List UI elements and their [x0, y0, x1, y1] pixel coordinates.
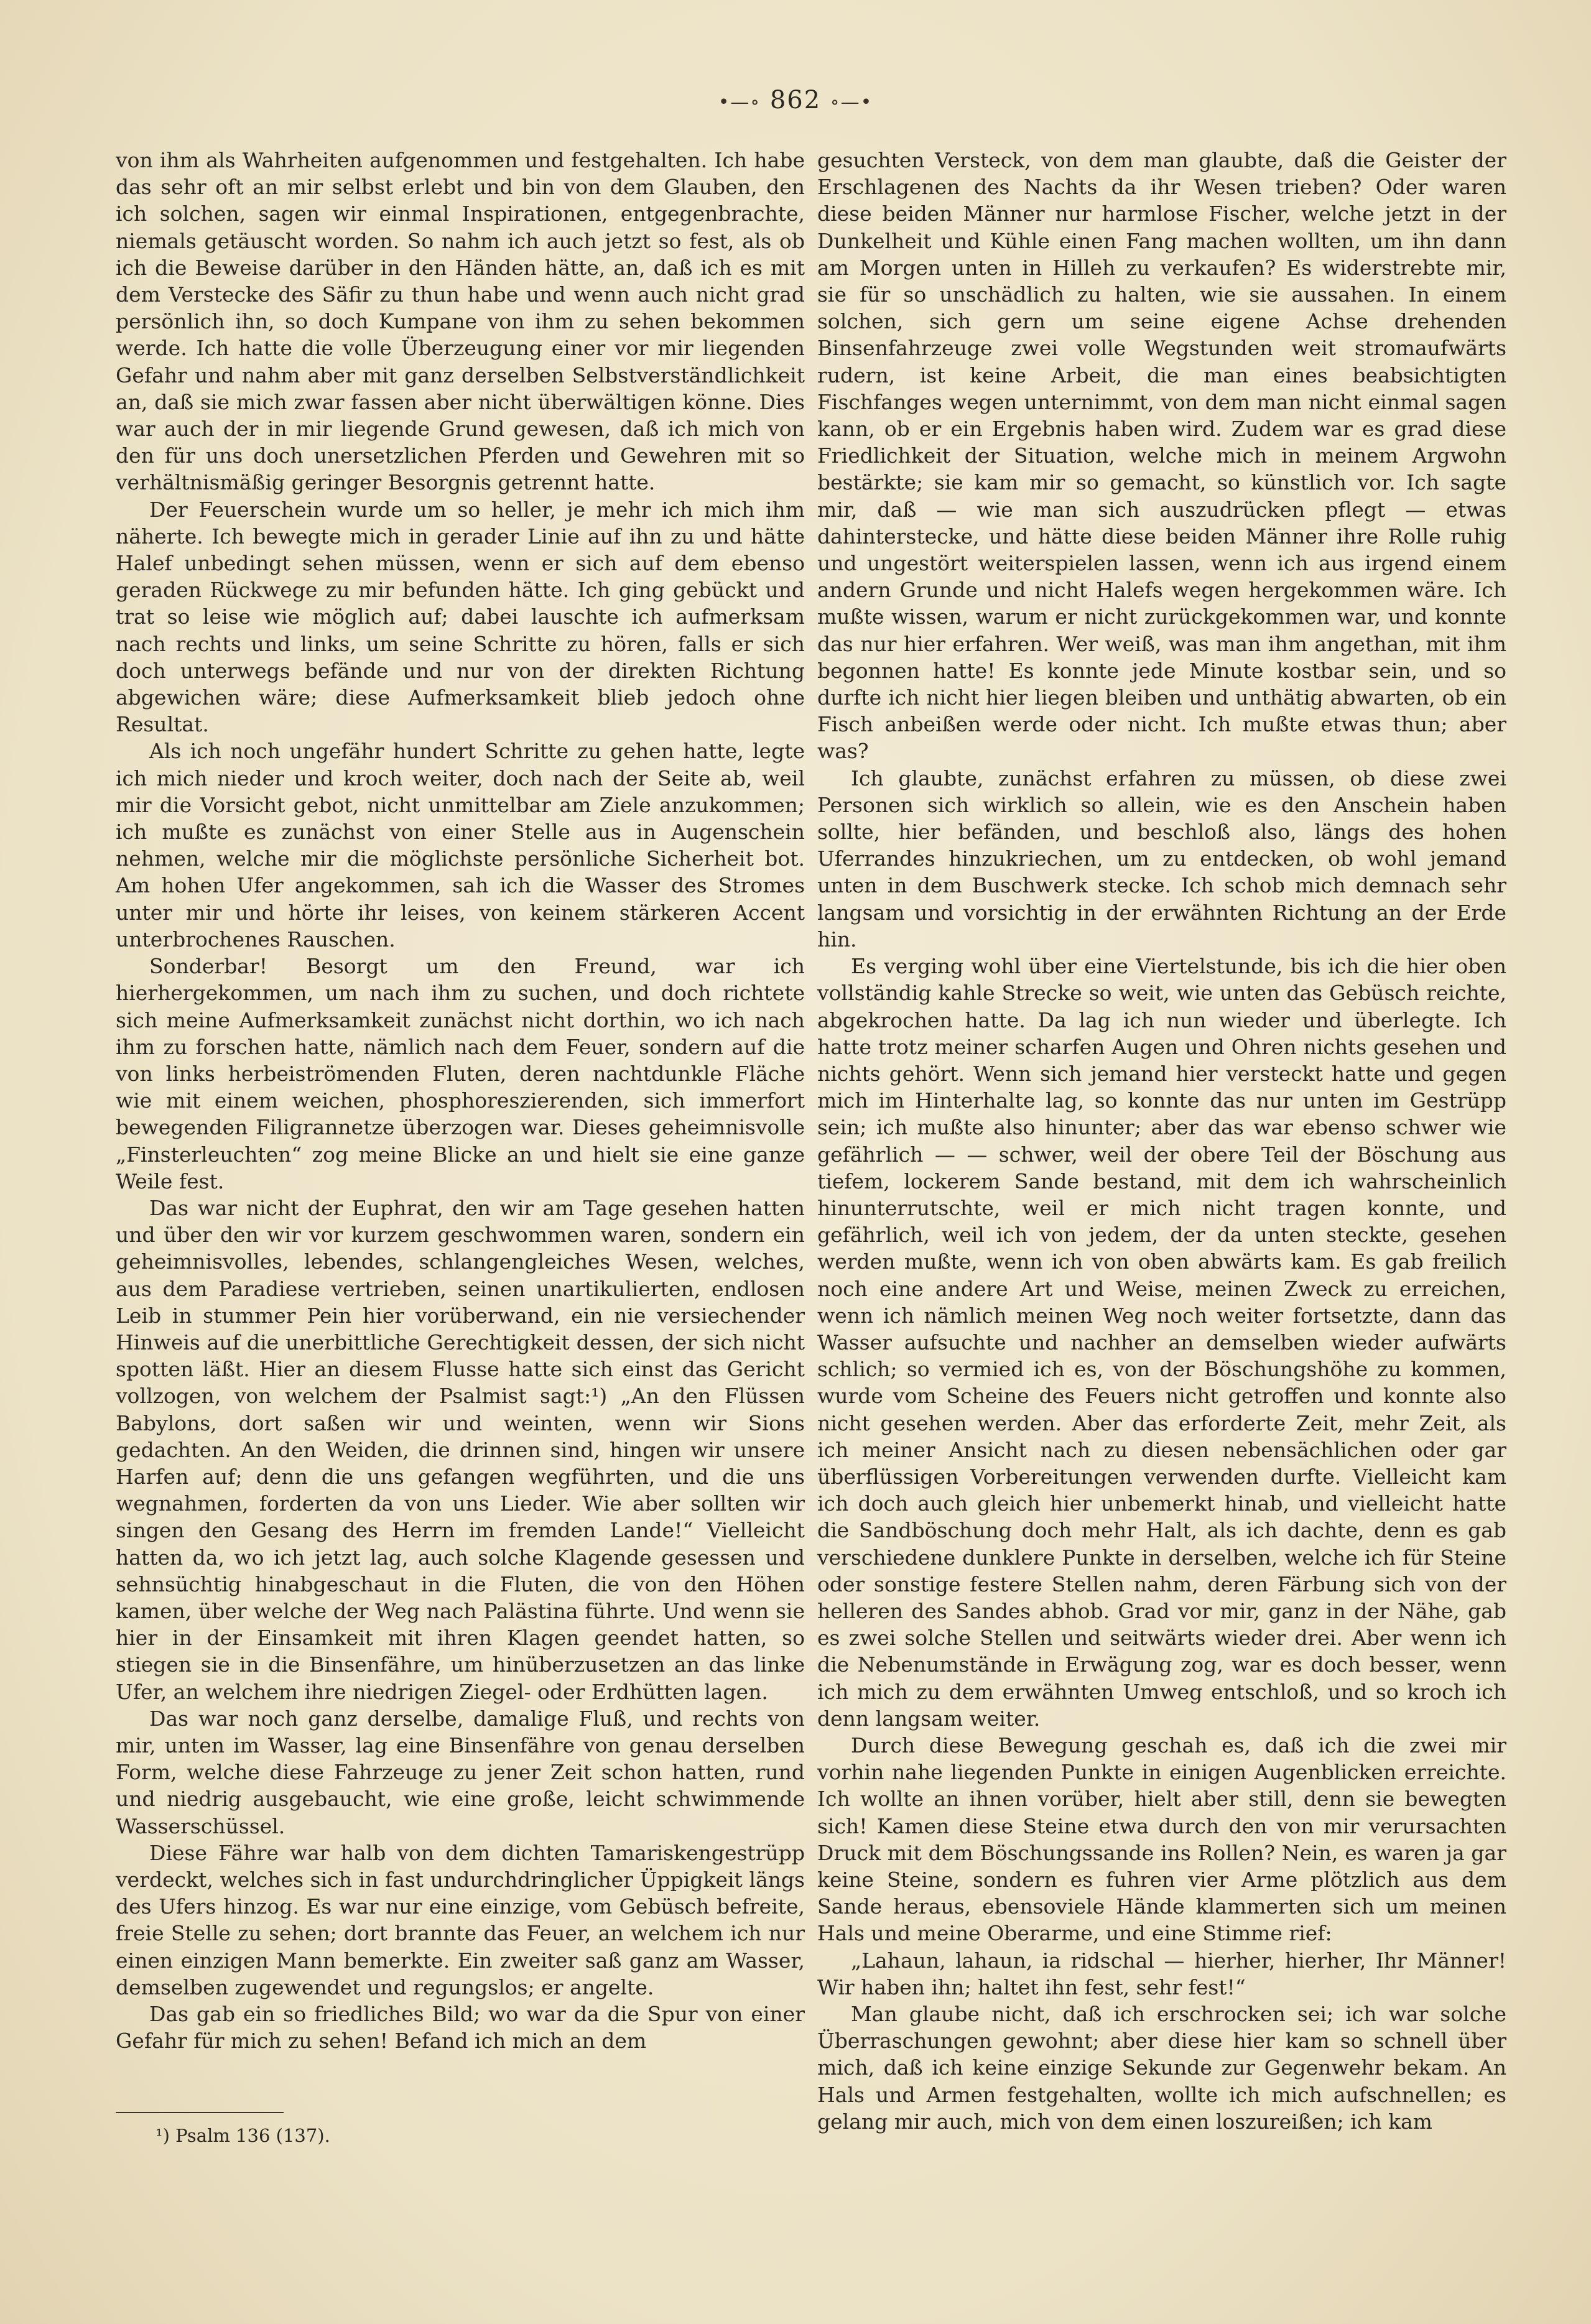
paragraph: Diese Fähre war halb von dem dichten Tamariskengestrüpp verdeckt, welches sich in fast undurchdringlicher Üppigkeit längs des Ufers hinzog. Es war nur eine einzige, vom Gebüsch befreite, freie Stelle zu sehen; dort brannte das Feuer, an welchem ich nur einen einzigen Mann bemerkte. Ein zweiter saß ganz am Wasser, demselben zugewendet und regungslos; er angelte. [116, 1840, 805, 1999]
right-column [817, 147, 1506, 2199]
paragraph: Ich glaubte, zunächst erfahren zu müssen, ob diese zwei Personen sich wirklich so allein, wie es den Anschein haben sollte, hier befänden, und beschloß also, längs des hohen Uferrandes hinzukriechen, um zu entdecken, ob wohl jemand unten in dem Buschwerk stecke. Ich schob mich demnach sehr langsam und vorsichtig in der erwähnten Richtung an der Erde hin. [817, 766, 1506, 951]
footnote-divider [116, 2112, 284, 2113]
paragraph: Das gab ein so friedliches Bild; wo war da die Spur von einer Gefahr für mich zu sehen! Befand ich mich an dem [116, 2002, 805, 2053]
paragraph: Es verging wohl über eine Viertelstunde, bis ich die hier oben vollständig kahle Strecke so weit, wie unten das Gebüsch reichte, abgekrochen hatte. Da lag ich nun wieder und überlegte. Ich hatte trotz meiner scharfen Augen und Ohren nichts gesehen und nichts gehört. Wenn sich jemand hier versteckt hatte und gegen mich im Hinterhalte lag, so konnte das nur unten im Gestrüpp sein; ich mußte also hinunter; aber das war ebenso schwer wie gefährlich — — schwer, weil der obere Teil der Böschung aus tiefem, lockerem Sande bestand, mit dem ich wahrscheinlich hinunterrutschte, weil er mich nicht tragen konnte, und gefährlich, weil ich von jedem, der da unten steckte, gesehen werden mußte, wenn ich von oben abwärts kam. Es gab freilich noch eine andere Art und Weise, meinen Zweck zu erreichen, wenn ich nämlich meinen Weg noch weiter fortsetzte, dann das Wasser aufsuchte und nachher an demselben wieder aufwärts schlich; so vermied ich es, von der Böschungshöhe zu kommen, wurde vom Scheine des Feuers nicht getroffen und konnte also nicht gesehen werden. Aber das erforderte Zeit, mehr Zeit, als ich meiner Ansicht nach zu diesen nebensächlichen oder gar überflüssigen Vorbereitungen verwenden durfte. Vielleicht kam ich doch auch gleich hier unbemerkt hinab, und vielleicht hatte die Sandböschung doch mehr Halt, als ich dachte, denn es gab verschiedene dunklere Punkte in derselben, welche ich für Steine oder sonstige festere Stellen nahm, deren Färbung sich von der helleren des Sandes abhob. Grad vor mir, ganz in der Nähe, gab es zwei solche Stellen und seitwärts wieder drei. Aber wenn ich die Nebenumstände in Erwägung zog, war es doch besser, wenn ich mich zu dem erwähnten Umweg entschloß, und so kroch ich denn langsam weiter. [817, 954, 1506, 1731]
paragraph: Man glaube nicht, daß ich erschrocken sei; ich war solche Überraschungen gewohnt; aber diese hier kam so schnell über mich, daß ich keine einzige Sekunde zur Gegenwehr bekam. An Hals und Armen festgehalten, wollte ich mich aufschnellen; es gelang mir auch, mich von dem einen loszureißen; ich kam [817, 2002, 1506, 2134]
paragraph: Das war noch ganz derselbe, damalige Fluß, und rechts von mir, unten im Wasser, lag eine Binsenfähre von genau derselben Form, welche diese Fahrzeuge zu jener Zeit schon hatten, rund und niedrig ausgebaucht, wie eine große, leicht schwimmende Wasserschüssel. [116, 1706, 805, 1838]
paragraph: gesuchten Versteck, von dem man glaubte, daß die Geister der Erschlagenen des Nachts da ihr Wesen trieben? Oder waren diese beiden Männer nur harmlose Fischer, welche jetzt in der Dunkelheit und Kühle einen Fang machen wollten, um ihn dann am Morgen unten in Hilleh zu verkaufen? Es widerstrebte mir, sie für so unschädlich zu halten, wie sie aussahen. In einem solchen, sich gern um seine eigene Achse drehenden Binsenfahrzeuge zwei volle Wegstunden weit stromaufwärts rudern, ist keine Arbeit, die man eines beabsichtigten Fischfanges wegen unternimmt, von dem man nicht einmal sagen kann, ob er ein Ergebnis haben wird. Zudem war es grad diese Friedlichkeit der Situation, welche mich in meinem Argwohn bestärkte; sie kam mir so gemacht, so künstlich vor. Ich sagte mir, daß — wie man sich auszudrücken pflegt — etwas dahinterstecke, und hätte diese beiden Männer ihre Rolle ruhig und ungestört weiterspielen lassen, wenn ich aus irgend einem andern Grunde und nicht Halefs wegen hergekommen wäre. Ich mußte wissen, warum er nicht zurückgekommen war, und konnte das nur hier erfahren. Wer weiß, was man ihm angethan, mit ihm begonnen hatte! Es konnte jede Minute kostbar sein, und so durfte ich nicht hier liegen bleiben und unthätig abwarten, ob ein Fisch anbeißen werde oder nicht. Ich mußte etwas thun; aber was? [817, 148, 1506, 764]
paragraph: Das war nicht der Euphrat, den wir am Tage gesehen hatten und über den wir vor kurzem geschwommen waren, sondern ein geheimnisvolles, lebendes, schlangengleiches Wesen, welches, aus dem Paradiese vertrieben, seinen unartikulierten, endlosen Leib in stummer Pein hier vorüberwand, ein nie versiechender Hinweis auf die unerbittliche Gerechtigkeit dessen, der sich nicht spotten läßt. Hier an diesem Flusse hatte sich einst das Gericht vollzogen, von welchem der Psalmist sagt:¹) „An den Flüssen Babylons, dort saßen wir und weinten, wenn wir Sions gedachten. An den Weiden, die drinnen sind, hingen wir unsere Harfen auf; denn die uns gefangen wegführten, und die uns wegnahmen, forderten da von uns Lieder. Wie aber sollten wir singen den Gesang des Herrn im fremden Lande!“ Vielleicht hatten da, wo ich jetzt lag, auch solche Klagende gesessen und sehnsüchtig hinabgeschaut in die Fluten, die von den Höhen kamen, über welche der Weg nach Palästina führte. Und wenn sie hier in der Einsamkeit mit ihren Klagen geendet hatten, so stiegen sie in die Binsenfähre, um hinüberzusetzen an das linke Ufer, an welchem ihre niedrigen Ziegel- oder Erdhütten lagen. [116, 1195, 805, 1704]
paragraph: von ihm als Wahrheiten aufgenommen und festgehalten. Ich habe das sehr oft an mir selbst erlebt und bin von dem Glauben, den ich solchen, sagen wir einmal Inspirationen, entgegenbrachte, niemals getäuscht worden. So nahm ich auch jetzt so fest, als ob ich die Beweise darüber in den Händen hätte, an, daß ich es mit dem Verstecke des Säfir zu thun habe und wenn auch nicht grad persönlich ihn, so doch Kumpane von ihm zu sehen bekommen werde. Ich hatte die volle Überzeugung einer vor mir liegenden Gefahr und nahm aber mit ganz derselben Selbstverständlichkeit an, daß sie mich zwar fassen aber nicht überwältigen könne. Dies war auch der in mir liegende Grund gewesen, daß ich mich von den für uns doch unersetzlichen Pferden und Gewehren mit so verhältnismäßig geringer Besorgnis getrennt hatte. [116, 148, 805, 495]
header-ornament-left: •—∘ [718, 91, 761, 113]
header-ornament-right: ∘—• [830, 91, 873, 113]
paragraph: „Lahaun, lahaun, ia ridschal — hierher, hierher, Ihr Männer! Wir haben ihn; haltet ihn fest, sehr fest!“ [817, 1948, 1506, 1999]
paragraph: Der Feuerschein wurde um so heller, je mehr ich mich ihm näherte. Ich bewegte mich in gerader Linie auf ihn zu und hätte Halef unbedingt sehen müssen, wenn er sich auf dem ebenso geraden Rückwege zu mir befunden hätte. Ich ging gebückt und trat so leise wie möglich auf; dabei lauschte ich aufmerksam nach rechts und links, um seine Schritte zu hören, falls er sich doch unterwegs befände und nur von der direkten Richtung abgewichen wäre; diese Aufmerksamkeit blieb jedoch ohne Resultat. [116, 497, 805, 737]
paragraph: Als ich noch ungefähr hundert Schritte zu gehen hatte, legte ich mich nieder und kroch weiter, doch nach der Seite ab, weil mir die Vorsicht gebot, nicht unmittelbar am Ziele anzukommen; ich mußte es zunächst von einer Stelle aus in Augenschein nehmen, welche mir die möglichste persönliche Sicherheit bot. Am hohen Ufer angekommen, sah ich die Wasser des Stromes unter mir und hörte ihr leises, von keinem stärkeren Accent unterbrochenes Rauschen. [116, 739, 805, 951]
paragraph: Durch diese Bewegung geschah es, daß ich die zwei mir vorhin nahe liegenden Punkte in einigen Augenblicken erreichte. Ich wollte an ihnen vorüber, hielt aber still, denn sie bewegten sich! Kamen diese Steine etwa durch den von mir verursachten Druck mit dem Böschungssande ins Rollen? Nein, es waren ja gar keine Steine, sondern es fuhren vier Arme plötzlich aus dem Sande heraus, ebensoviele Hände klammerten sich um meinen Hals und meine Oberarme, und eine Stimme rief: [817, 1733, 1506, 1946]
left-column [116, 147, 805, 2162]
paragraph: Sonderbar! Besorgt um den Freund, war ich hierhergekommen, um nach ihm zu suchen, und doch richtete sich meine Aufmerksamkeit zunächst nicht dorthin, wo ich nach ihm zu forschen hatte, nämlich nach dem Feuer, sondern auf die von links herbeiströmenden Fluten, deren nachtdunkle Fläche wie mit einem weichen, phosphoreszierenden, sich immerfort bewegenden Filigrannetze überzogen war. Dieses geheimnisvolle „Finsterleuchten“ zog meine Blicke an und hielt sie eine ganze Weile fest. [116, 954, 805, 1193]
footnote: ¹) Psalm 136 (137). [155, 2125, 330, 2146]
page-header [0, 86, 1591, 114]
page-number: 862 [769, 86, 822, 114]
